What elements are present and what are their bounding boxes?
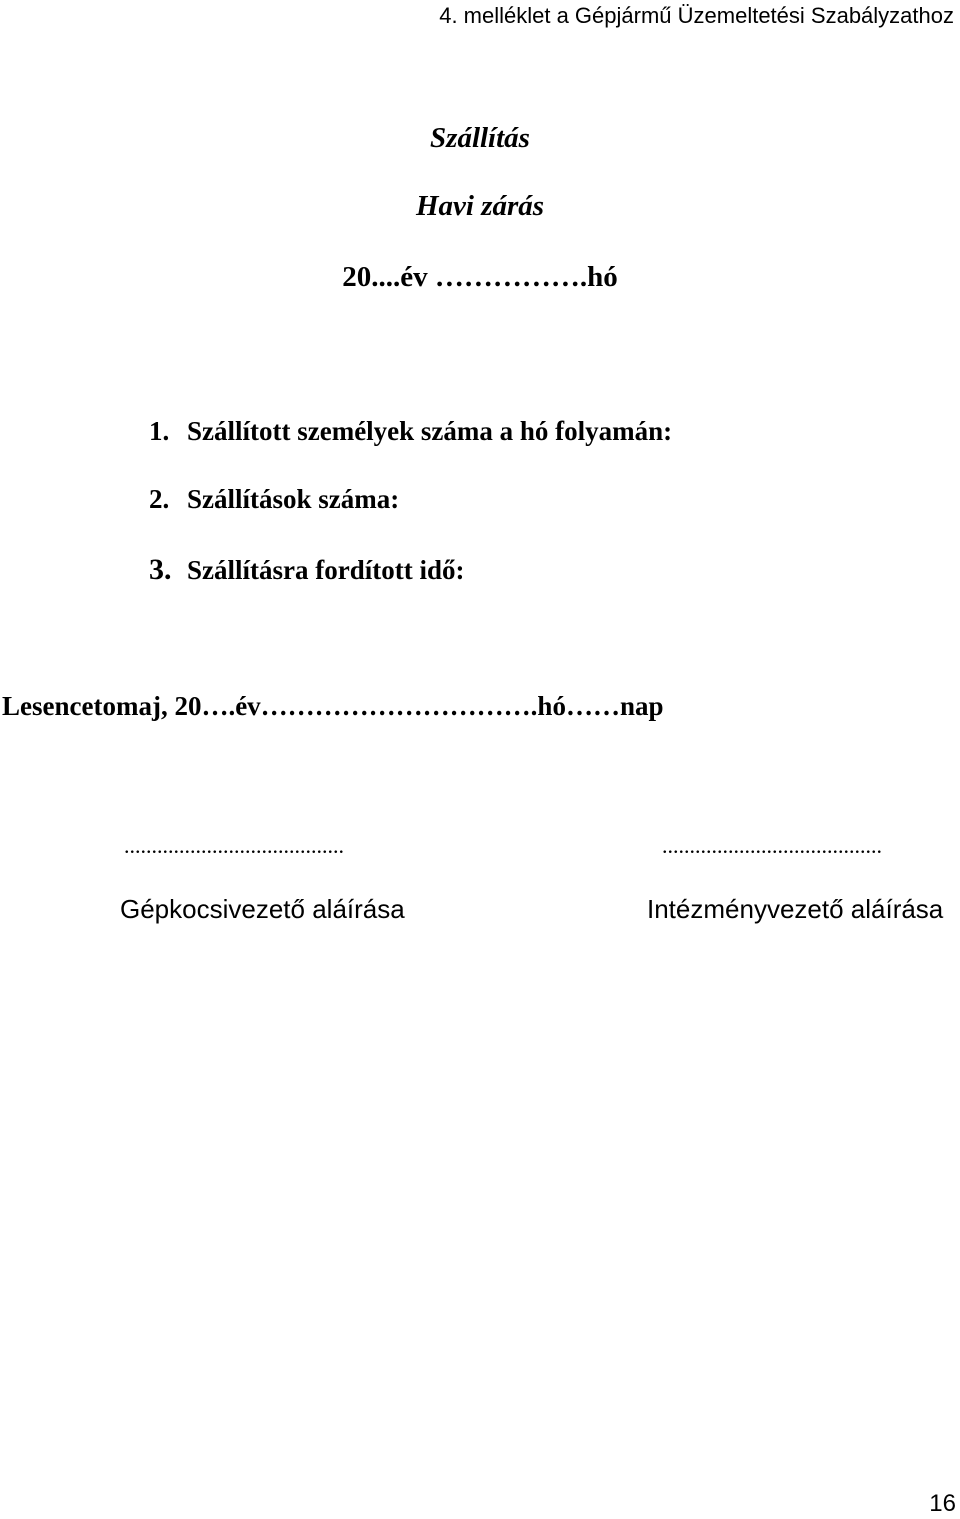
annex-reference-note: 4. melléklet a Gépjármű Üzemeltetési Szabályzathoz — [439, 3, 954, 28]
page-number: 16 — [929, 1490, 956, 1517]
list-item-label: Szállításra fordított idő: — [187, 555, 465, 585]
document-title: Szállítás — [430, 122, 530, 154]
list-item-number: 1. — [149, 416, 170, 446]
list-item-label: Szállítások száma: — [187, 484, 400, 514]
director-signature-line: ........................................ — [662, 833, 882, 858]
list-item — [149, 553, 464, 587]
period-line: 20....év …………….hó — [342, 261, 618, 293]
driver-signature-label: Gépkocsivezető aláírása — [120, 894, 405, 924]
place-and-date-line: Lesencetomaj, 20….év………………………….hó……nap — [2, 691, 664, 721]
document-subtitle: Havi zárás — [415, 190, 545, 222]
list-item — [149, 482, 399, 516]
list-item-number: 3. — [149, 553, 172, 586]
list-item-number: 2. — [149, 484, 170, 514]
list-item — [149, 414, 672, 448]
driver-signature-line: ........................................ — [124, 833, 344, 858]
list-item-label: Szállított személyek száma a hó folyamán: — [187, 416, 673, 446]
director-signature-label: Intézményvezető aláírása — [647, 894, 944, 924]
